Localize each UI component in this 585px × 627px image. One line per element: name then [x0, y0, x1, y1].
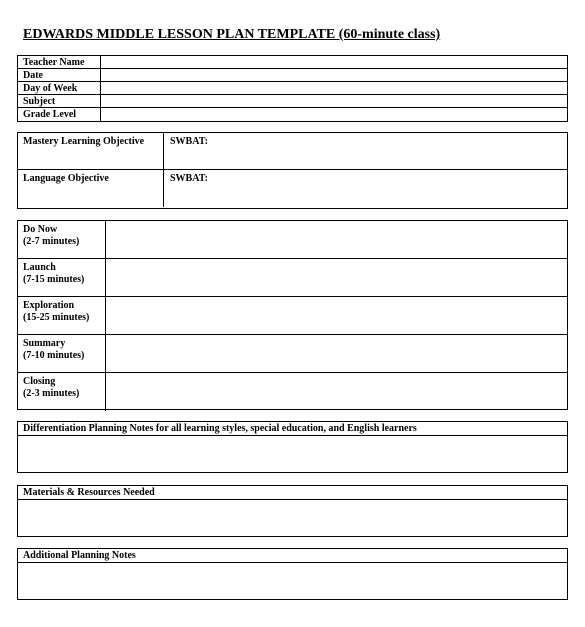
language-objective-field[interactable]: SWBAT:	[170, 173, 208, 184]
additional-notes-field[interactable]	[18, 563, 567, 600]
day-of-week-field[interactable]	[101, 82, 567, 94]
segment-label	[18, 259, 106, 296]
segment-row	[18, 259, 567, 297]
info-row-day-of-week	[18, 82, 567, 95]
segment-name: Launch	[23, 262, 56, 273]
info-row-grade-level	[18, 108, 567, 121]
info-label: Subject	[18, 95, 101, 107]
info-label: Day of Week	[18, 82, 101, 94]
additional-notes-heading: Additional Planning Notes	[18, 549, 567, 563]
objective-row-language	[18, 170, 567, 207]
objective-label: Mastery Learning Objective	[18, 133, 164, 169]
segment-duration: (7-15 minutes)	[23, 274, 85, 285]
exploration-field[interactable]	[106, 297, 567, 334]
subject-field[interactable]	[101, 95, 567, 107]
info-row-subject	[18, 95, 567, 108]
differentiation-notes-box	[17, 421, 568, 473]
mastery-objective-field[interactable]: SWBAT:	[170, 136, 208, 147]
segment-name: Summary	[23, 338, 66, 349]
info-row-date	[18, 69, 567, 82]
segment-duration: (2-7 minutes)	[23, 236, 80, 247]
objectives-table	[17, 132, 568, 209]
date-field[interactable]	[101, 69, 567, 81]
differentiation-notes-heading: Differentiation Planning Notes for all learning styles, special education, and English learners	[18, 422, 567, 436]
summary-field[interactable]	[106, 335, 567, 372]
differentiation-notes-field[interactable]	[18, 436, 567, 473]
teacher-info-table	[17, 55, 568, 122]
closing-field[interactable]	[106, 373, 567, 411]
page-title: EDWARDS MIDDLE LESSON PLAN TEMPLATE (60-minute class)	[23, 27, 441, 42]
info-row-teacher-name	[18, 56, 567, 69]
segment-row	[18, 335, 567, 373]
segment-label	[18, 297, 106, 334]
lesson-segments-table	[17, 220, 568, 410]
materials-heading: Materials & Resources Needed	[18, 486, 567, 500]
grade-level-field[interactable]	[101, 108, 567, 121]
materials-field[interactable]	[18, 500, 567, 537]
launch-field[interactable]	[106, 259, 567, 296]
segment-label	[18, 335, 106, 372]
materials-box	[17, 485, 568, 537]
segment-label	[18, 221, 106, 258]
do-now-field[interactable]	[106, 221, 567, 258]
segment-duration: (7-10 minutes)	[23, 350, 85, 361]
info-label: Date	[18, 69, 101, 81]
segment-row	[18, 221, 567, 259]
segment-row	[18, 297, 567, 335]
segment-duration: (2-3 minutes)	[23, 388, 80, 399]
segment-row	[18, 373, 567, 411]
segment-name: Exploration	[23, 300, 75, 311]
info-label: Teacher Name	[18, 56, 101, 68]
segment-name: Closing	[23, 376, 56, 387]
objective-row-mastery	[18, 133, 567, 170]
additional-notes-box	[17, 548, 568, 600]
segment-duration: (15-25 minutes)	[23, 312, 90, 323]
objective-label: Language Objective	[18, 170, 164, 207]
info-label: Grade Level	[18, 108, 101, 121]
segment-label	[18, 373, 106, 411]
teacher-name-field[interactable]	[101, 56, 567, 68]
segment-name: Do Now	[23, 224, 58, 235]
